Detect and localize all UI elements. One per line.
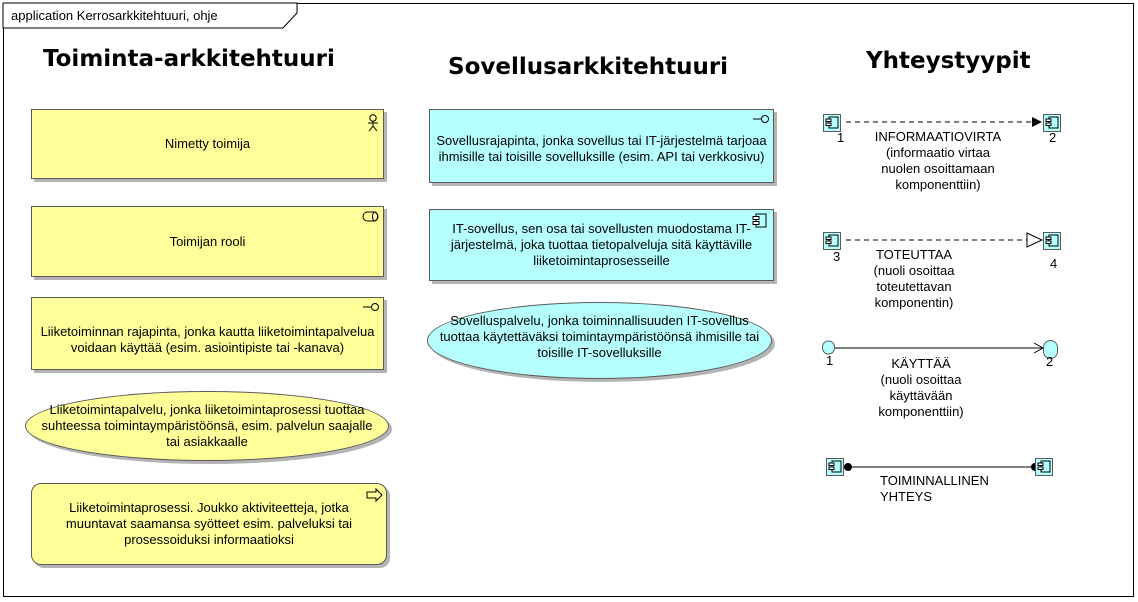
business-role-label: Toimijan rooli <box>169 233 246 249</box>
application-service-label: Sovelluspalvelu, jonka toiminnallisuuden IT-sovellus tuottaa käytettäväksi toimintaympäristöönsä ihmisille tai toisille IT-sovelluksille <box>439 312 760 360</box>
realization-title: TOTEUTTAA <box>875 247 953 262</box>
flow-label <box>855 129 1021 193</box>
flow-from-number: 1 <box>837 130 845 145</box>
heading-application: Sovellusarkkitehtuuri <box>448 54 729 80</box>
flow-to-number: 2 <box>1049 130 1057 145</box>
component-icon <box>823 232 841 250</box>
flow-description: (informaatio virtaa nuolen osoittamaan komponenttiin) <box>881 145 995 192</box>
component-icon <box>1035 458 1053 476</box>
heading-business: Toiminta-arkkitehtuuri <box>43 46 335 72</box>
realization-label <box>856 247 972 311</box>
serving-from-number: 1 <box>826 353 834 368</box>
realization-description: (nuoli osoittaa toteutettavan komponentin) <box>873 263 955 310</box>
business-process-label: Liiketoimintaprosessi. Joukko aktiviteetteja, jotka muuntavat saamansa syötteet esim. palveluksi tai prosessoiduksi informaatioksi <box>65 500 353 547</box>
realization-from-number: 3 <box>833 249 841 264</box>
realization-to-number: 4 <box>1050 256 1058 271</box>
application-component-label: IT-sovellus, sen osa tai sovellusten muodostama IT-järjestelmä, joka tuottaa tietopalveluja sitä käyttäville liiketoimintaprosesseille <box>450 221 753 268</box>
flow-title: INFORMAATIOVIRTA <box>874 129 1002 144</box>
application-interface-label: Sovellusrajapinta, jonka sovellus tai IT-järjestelmä tarjoaa ihmisille tai toisille sovelluksille (esim. API tai verkkosivu) <box>436 133 767 164</box>
flow-arrowhead <box>1032 117 1042 127</box>
realization-arrowhead <box>1027 233 1042 247</box>
component-icon <box>826 458 844 476</box>
heading-relations: Yhteystyypit <box>866 48 1031 74</box>
business-service-label: Liiketoimintapalvelu, jonka liiketoimintaprosessi tuottaa suhteessa toimintaympäristöönsä, esim. palvelun saajalle tai asiakkaalle <box>41 402 373 449</box>
assignment-title: TOIMINNALLINEN <box>880 473 989 488</box>
assignment-dot-start <box>844 463 852 471</box>
business-actor-label: Nimetty toimija <box>164 136 251 151</box>
serving-description: (nuoli osoittaa käyttävään komponenttiin) <box>878 372 964 419</box>
frame-title: application Kerrosarkkitehtuuri, ohje <box>11 8 218 23</box>
serving-label <box>862 356 980 420</box>
serving-title: KÄYTTÄÄ <box>891 356 951 371</box>
business-interface-label: Liiketoiminnan rajapinta, jonka kautta liiketoimintapalvelua voidaan käyttää (esim. asiointipiste tai -kanava) <box>40 323 375 355</box>
component-icon <box>1043 232 1061 250</box>
serving-to-number: 2 <box>1046 354 1054 369</box>
assignment-label <box>880 473 989 505</box>
assignment-title-2: YHTEYS <box>880 489 933 504</box>
